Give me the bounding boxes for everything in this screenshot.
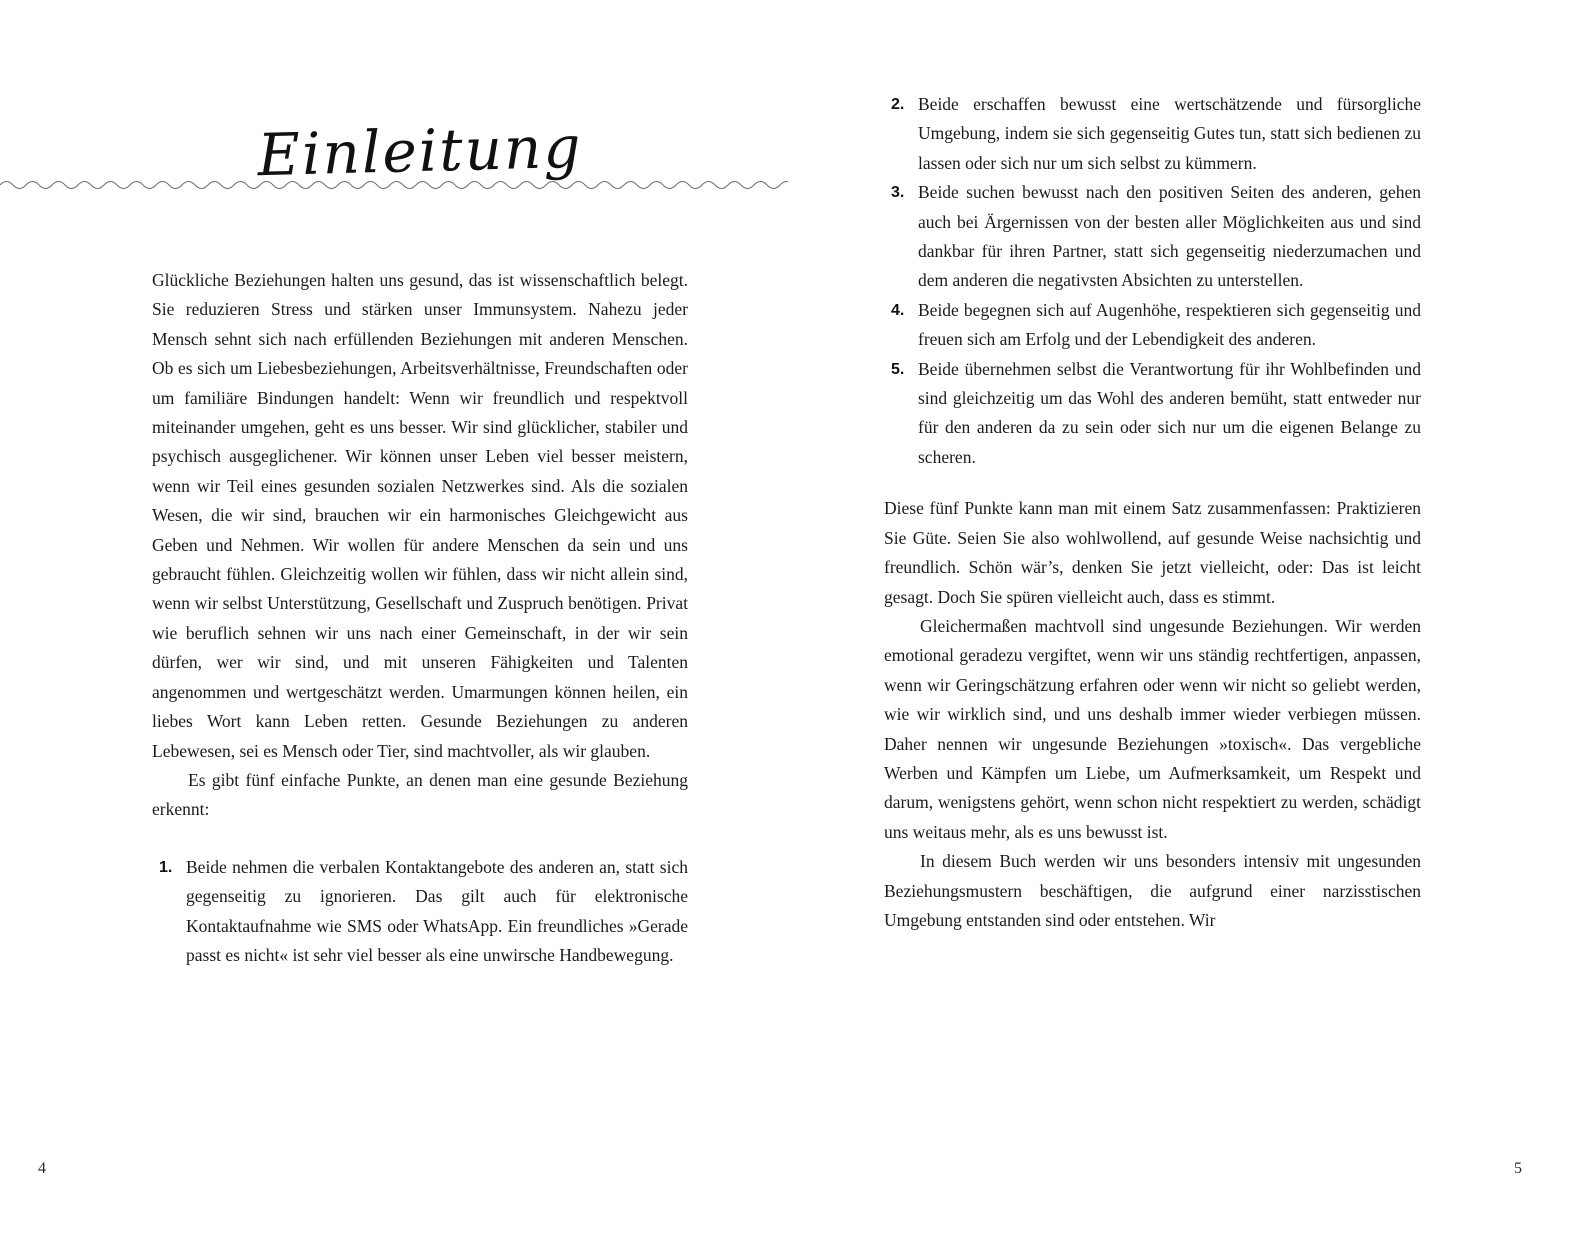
list-item-text: Beide erschaffen bewusst eine wertschätzende und fürsorgliche Umgebung, indem sie sich gegenseitig Gutes tun, statt sich bedienen zu lassen oder sich nur um sich selbst zu kümmern. [918, 94, 1421, 173]
paragraph: In diesem Buch werden wir uns besonders intensiv mit ungesunden Beziehungsmustern beschäftigen, die aufgrund einer narzisstischen Umgebung entstanden sind oder entstehen. Wir [884, 851, 1421, 930]
list-item-number: 1. [159, 858, 173, 876]
paragraph: Glückliche Beziehungen halten uns gesund, das ist wissenschaftlich belegt. Sie reduzieren Stress und stärken unser Immunsystem. Nahezu jeder Mensch sehnt sich nach erfüllenden Beziehungen mit anderen Menschen. Ob es sich um Liebesbeziehungen, Arbeitsverhältnisse, Freundschaften oder um familiäre Bindungen handelt: Wenn wir freundlich und respektvoll miteinander umgehen, geht es uns besser. Wir sind glücklicher, stabiler und psychisch ausgeglichener. Wir können unser Leben viel besser meistern, wenn wir Teil eines gesunden sozialen Netzwerkes sind. Als die sozialen Wesen, die wir sind, brauchen wir ein harmonisches Gleichgewicht aus Geben und Nehmen. Wir wollen für andere Menschen da sein und uns gebraucht fühlen. Gleichzeitig wollen wir fühlen, dass wir nicht allein sind, wenn wir selbst Unterstützung, Gesellschaft und Zuspruch benötigen. Privat wie beruflich sehnen wir uns nach einer Gemeinschaft, in der wir sein dürfen, wer wir sind, und mit unseren Fähigkeiten und Talenten angenommen und wertgeschätzt werden. Umarmungen können heilen, ein liebes Wort kann Leben retten. Gesunde Beziehungen zu anderen Lebewesen, sei es Mensch oder Tier, sind machtvoller, als wir glauben. [152, 270, 688, 761]
page-number-left: 4 [38, 1160, 46, 1177]
page-number-right: 5 [1514, 1160, 1522, 1177]
chapter-title: Einleitung [256, 112, 584, 190]
list-item-text: Beide suchen bewusst nach den positiven Seiten des anderen, gehen auch bei Ärgernissen von der besten aller Möglichkeiten aus und sind dankbar für ihren Partner, statt sich gegenseitig niederzumachen und dem anderen die negativsten Absichten zu unterstellen. [918, 182, 1421, 291]
right-page-text-column [884, 90, 1421, 935]
list-item [884, 296, 1421, 355]
left-page-text-column [152, 266, 688, 970]
list-item-text: Beide begegnen sich auf Augenhöhe, respektieren sich gegenseitig und freuen sich am Erfolg und der Lebendigkeit des anderen. [918, 299, 1421, 350]
list-item-number: 3. [891, 184, 905, 202]
numbered-list [152, 853, 688, 971]
list-item [884, 90, 1421, 178]
numbered-list [884, 90, 1421, 472]
list-item-number: 4. [891, 301, 905, 319]
list-item-number: 2. [891, 96, 905, 113]
list-item [884, 355, 1421, 473]
list-item-text: Beide übernehmen selbst die Verantwortung für ihr Wohlbefinden und sind gleichzeitig um das Wohl des anderen bemüht, statt entweder nur für den anderen da zu sein oder sich nur um die eigenen Belange zu scheren. [918, 358, 1421, 467]
list-item-number: 5. [891, 360, 905, 378]
wavy-divider [0, 176, 788, 192]
paragraph: Es gibt fünf einfache Punkte, an denen man eine gesunde Beziehung erkennt: [152, 769, 688, 820]
paragraph: Gleichermaßen machtvoll sind ungesunde Beziehungen. Wir werden emotional geradezu vergiftet, wenn wir uns ständig rechtfertigen, anpassen, wenn wir Geringschätzung erfahren oder wenn wir nicht so geliebt werden, wie wir wirklich sind, und uns deshalb immer wieder verbiegen müssen. Daher nennen wir ungesunde Beziehungen »toxisch«. Das vergebliche Werben und Kämpfen um Liebe, um Aufmerksamkeit, um Respekt und darum, wenigstens gehört, wenn schon nicht respektiert zu werden, schädigt uns weitaus mehr, als es uns bewusst ist. [884, 615, 1421, 842]
list-item [884, 178, 1421, 296]
list-item [152, 853, 688, 971]
paragraph: Diese fünf Punkte kann man mit einem Satz zusammenfassen: Praktizieren Sie Güte. Seien Sie also wohlwollend, auf gesunde Weise nachsichtig und freundlich. Schön wär’s, denken Sie jetzt vielleicht, oder: Das ist leicht gesagt. Doch Sie spüren vielleicht auch, dass es stimmt. [884, 498, 1421, 607]
list-item-text: Beide nehmen die verbalen Kontaktangebote des anderen an, statt sich gegenseitig zu ignorieren. Das gilt auch für elektronische Kontaktaufnahme wie SMS oder WhatsApp. Ein freundliches »Gerade passt es nicht« ist sehr viel besser als eine unwirsche Handbewegung. [186, 856, 688, 965]
